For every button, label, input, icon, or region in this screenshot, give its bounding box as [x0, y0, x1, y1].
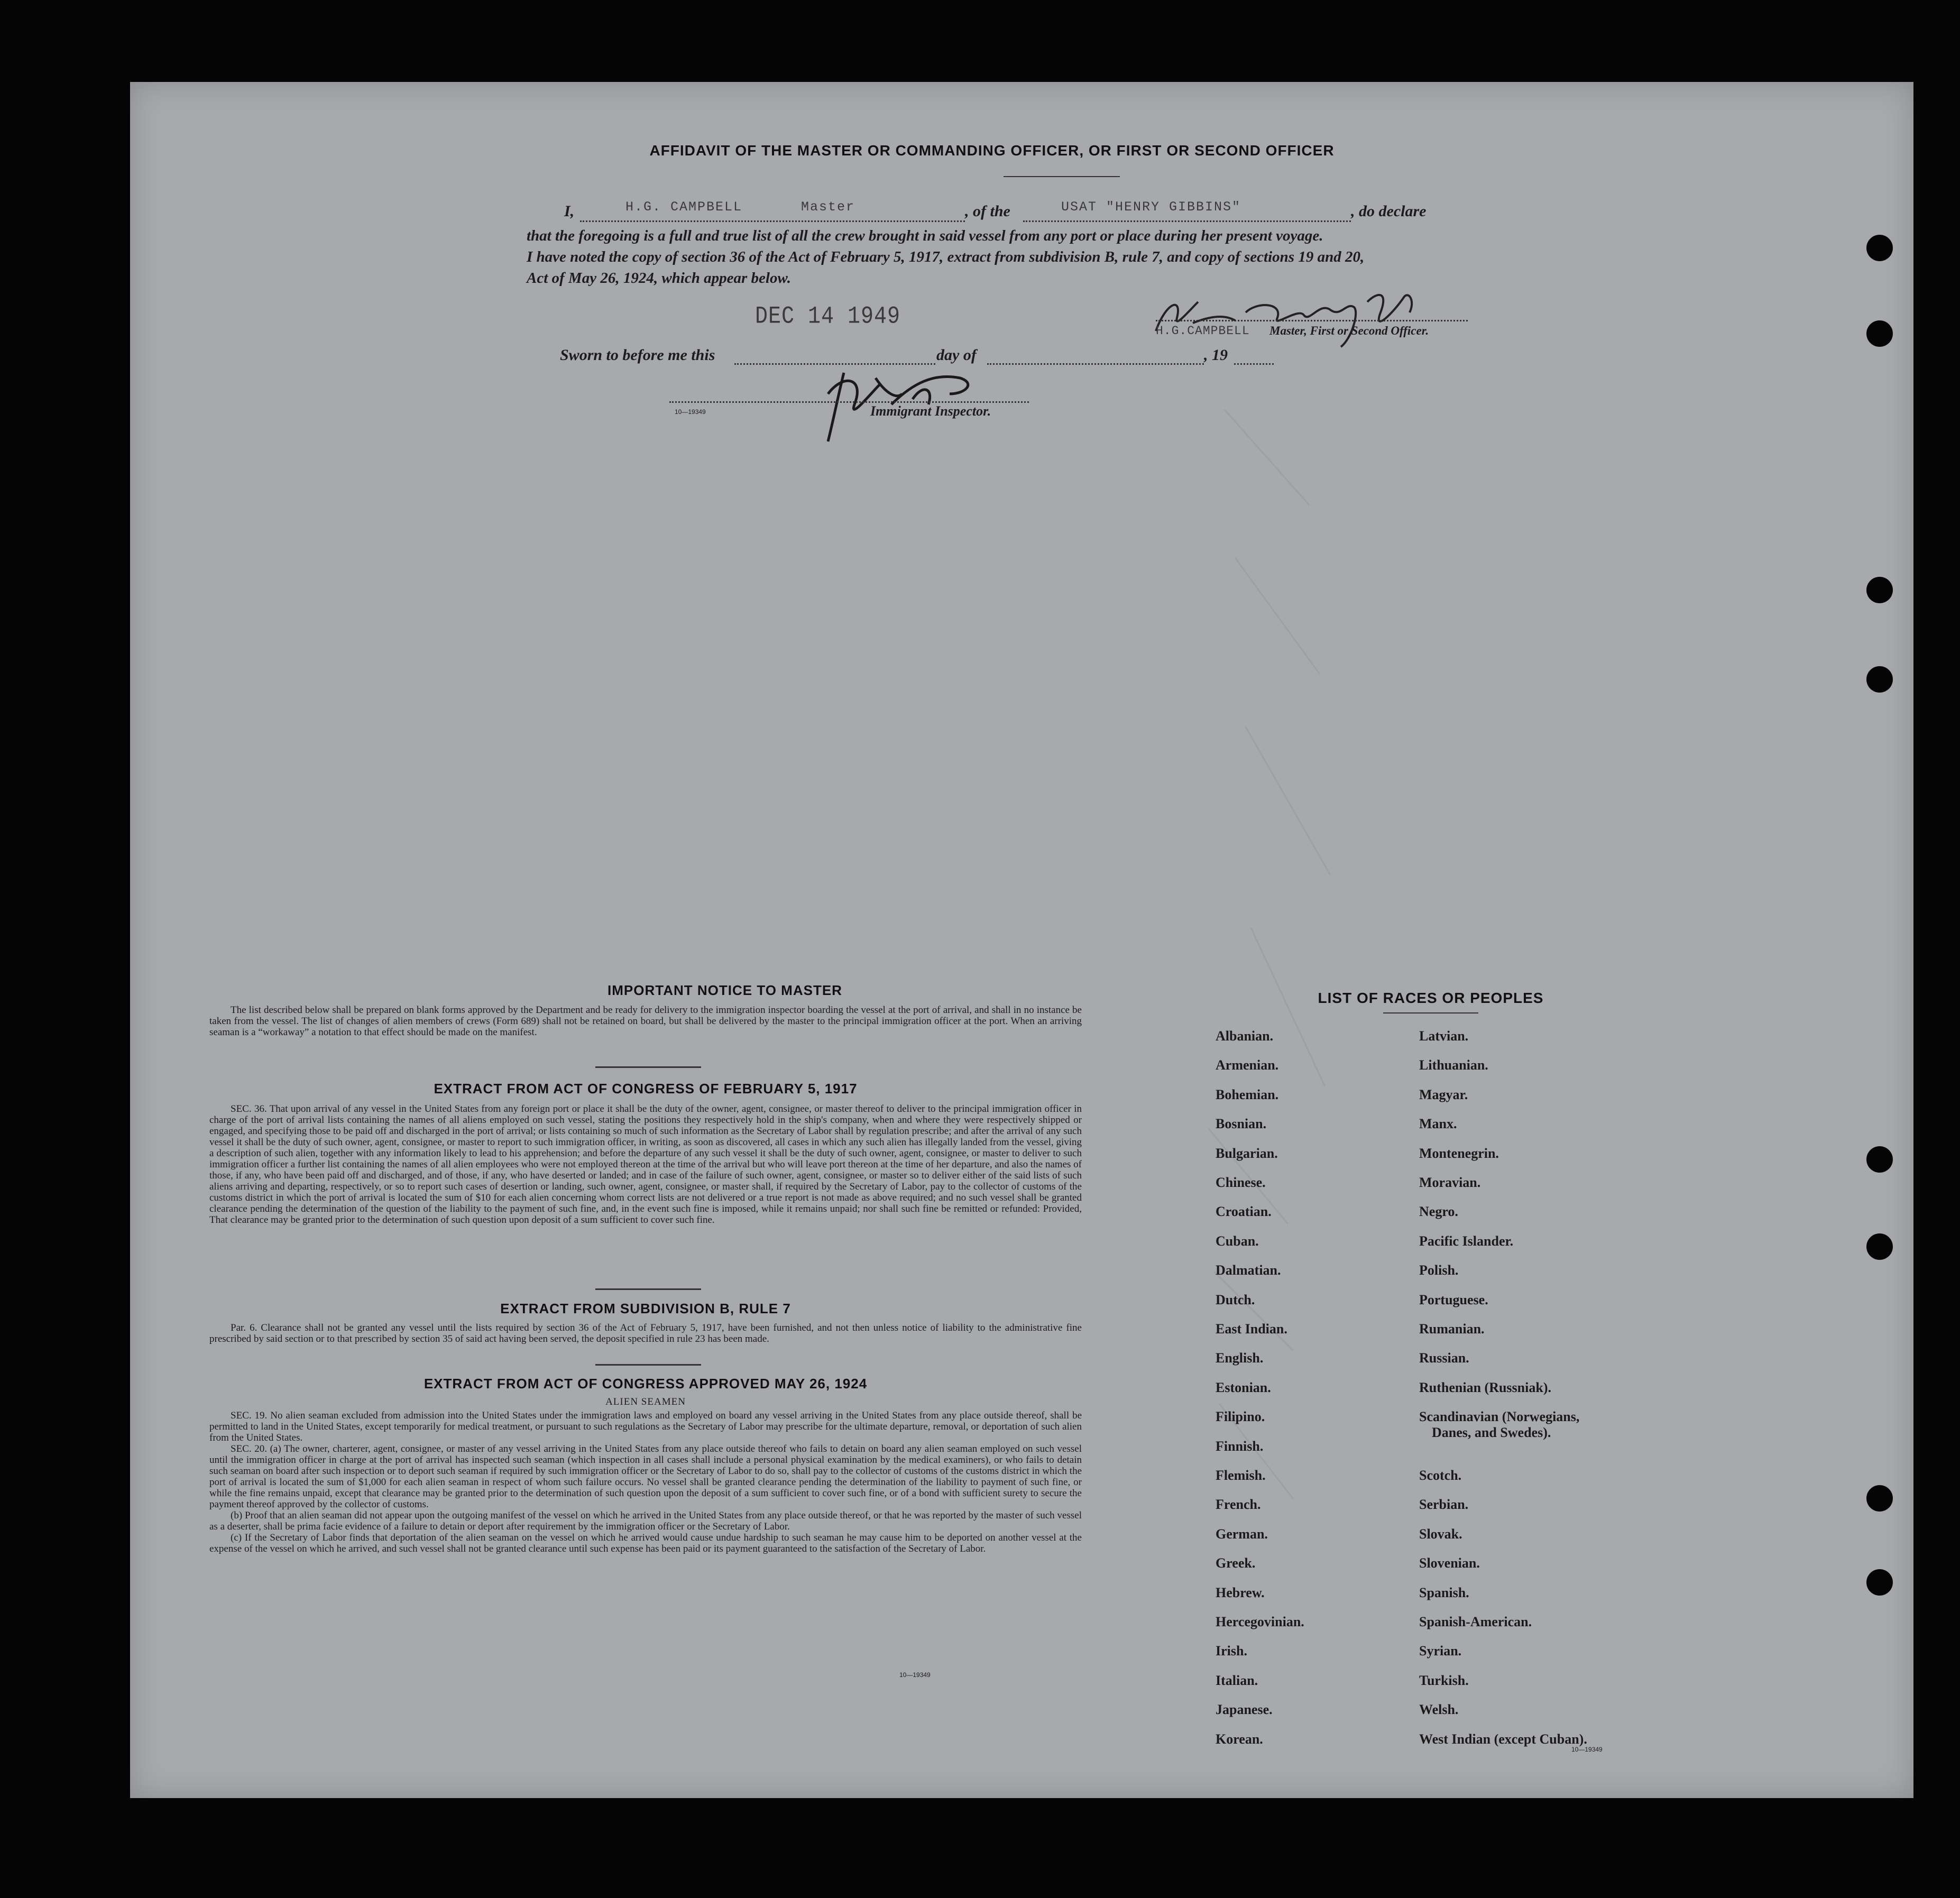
- race-item: Moravian.: [1419, 1175, 1481, 1190]
- master-name: H.G. CAMPBELL: [625, 199, 743, 215]
- race-item: Negro.: [1419, 1204, 1458, 1220]
- race-item: East Indian.: [1216, 1321, 1287, 1337]
- race-item: Croatian.: [1216, 1204, 1272, 1220]
- race-item: Rumanian.: [1419, 1321, 1485, 1337]
- race-item: English.: [1216, 1350, 1264, 1366]
- divider: [1383, 1012, 1478, 1014]
- binder-hole: [1866, 320, 1893, 347]
- extract-form-number: 10—19349: [899, 1671, 931, 1679]
- signature-line: [1156, 320, 1468, 321]
- race-item: Slovak.: [1419, 1526, 1462, 1542]
- race-item: Pacific Islander.: [1419, 1233, 1514, 1249]
- sec36-text: SEC. 36. That upon arrival of any vessel in the United States from any foreign port or place it shall be the duty of the owner, agent, consignee, or master thereof to deliver to the principal immigration officer in charge of the port of arrival lists containing the names of all aliens employed on such vessel, stating the positions they respectively hold in the ship's company, when and where they were respectively shipped or engaged, and specifying those to be paid off and discharged in the port of arrival; or lists containing so much of such information as the Secretary of Labor shall by regulation prescribe; and after the arrival of any such vessel it shall be the duty of such owner, agent, consignee, or master to report to such immigration officer, in writing, as soon as discovered, all cases in which any such alien has illegally landed from the vessel, giving a description of such alien, together with any information likely to lead to his apprehension; and before the departure of any such vessel it shall be the duty of such owner, agent, consignee, or master to deliver to such immigration officer a further list containing the names of all alien employees who were not employed thereon at the time of the arrival but who will leave port thereon at the time of her departure, and also the names of those, if any, who have been paid off and discharged, and of those, if any, who have deserted or landed; and in case of the failure of such owner, agent, consignee, or master so to deliver either of the said lists of such aliens arriving and departing, respectively, or so to report such cases of desertion or landing, such owner, agent, consignee, or master shall, if required by the Secretary of Labor, pay to the collector of customs of the customs district in which the port of arrival is located the sum of $10 for each alien concerning whom correct lists are not delivered or a true report is not made as above required; and no such vessel shall be granted clearance pending the determination of the question of the liability to the payment of such fine, and, in the event such fine is imposed, while it remains unpaid; nor shall such fine be remitted or refunded: Provided, That clearance may be granted prior to the determination of such question upon deposit of a sum sufficient to cover such fine.: [209, 1103, 1082, 1226]
- signer-typed-name: H.G.CAMPBELL: [1156, 324, 1250, 338]
- inspector-label: Immigrant Inspector.: [870, 403, 991, 419]
- race-item: Estonian.: [1216, 1379, 1271, 1395]
- race-item: Bulgarian.: [1216, 1145, 1278, 1161]
- race-item: Dalmatian.: [1216, 1263, 1281, 1278]
- sworn-year-label: , 19: [1204, 346, 1228, 364]
- race-item: Chinese.: [1216, 1175, 1266, 1190]
- signer-title: Master, First or Second Officer.: [1269, 324, 1429, 337]
- binder-hole: [1866, 666, 1893, 693]
- race-item: Danes, and Swedes).: [1432, 1425, 1551, 1441]
- race-item: Japanese.: [1216, 1702, 1273, 1718]
- race-item: Latvian.: [1419, 1028, 1469, 1044]
- race-item: Cuban.: [1216, 1233, 1259, 1249]
- affidavit-form-number: 10—19349: [675, 408, 706, 416]
- binder-hole: [1866, 1569, 1893, 1596]
- race-item: Ruthenian (Russniak).: [1419, 1379, 1551, 1395]
- races-form-number: 10—19349: [1571, 1746, 1603, 1753]
- sworn-year-field: [1234, 351, 1274, 365]
- race-item: Bosnian.: [1216, 1116, 1267, 1132]
- divider: [595, 1288, 701, 1290]
- extract1924-title: EXTRACT FROM ACT OF CONGRESS APPROVED MAY 26, 1924: [424, 1376, 868, 1392]
- race-item: Lithuanian.: [1419, 1057, 1488, 1073]
- races-title: LIST OF RACES OR PEOPLES: [1318, 990, 1544, 1006]
- inspector-line: [669, 401, 1029, 403]
- race-item: Serbian.: [1419, 1497, 1469, 1513]
- date-stamp: DEC 14 1949: [755, 303, 901, 331]
- sworn-line: [560, 346, 1438, 367]
- extract1917-body: [209, 1103, 1082, 1226]
- rule7-text: Par. 6. Clearance shall not be granted any vessel until the lists required by section 36 of the Act of February 5, 1917, have been furnished, and not then unless notice of liability to the administrative fine prescribed by said section or to that prescribed by section 35 of said act having been served, the deposit specified in rule 23 has been made.: [209, 1322, 1082, 1344]
- master-rank: Master: [801, 199, 855, 215]
- binder-hole: [1866, 1233, 1893, 1260]
- sec20b-text: (b) Proof that an alien seaman did not appear upon the outgoing manifest of the vessel on which he arrived in the United States from any place outside thereof, or that he was reported by the master of such vessel as a deserter, shall be prima facie evidence of a failure to detain or deport after requirement by the immigration officer or the Secretary of Labor.: [209, 1510, 1082, 1532]
- race-item: French.: [1216, 1497, 1261, 1513]
- race-item: Polish.: [1419, 1263, 1459, 1278]
- race-item: Hebrew.: [1216, 1584, 1265, 1600]
- sworn-month-field: [987, 351, 1204, 365]
- affidavit-line1: [564, 199, 1690, 226]
- extract1924-body: [209, 1410, 1082, 1554]
- line1-mid: , of the: [965, 202, 1010, 220]
- race-item: Russian.: [1419, 1350, 1469, 1366]
- binder-hole: [1866, 235, 1893, 261]
- binder-hole: [1866, 577, 1893, 603]
- race-item: Syrian.: [1419, 1643, 1462, 1659]
- notice-title: IMPORTANT NOTICE TO MASTER: [608, 982, 842, 998]
- notice-body: [209, 1005, 1082, 1038]
- race-item: Turkish.: [1419, 1672, 1469, 1688]
- race-item: Korean.: [1216, 1731, 1263, 1747]
- race-item: Scandinavian (Norwegians,: [1419, 1409, 1580, 1425]
- race-item: Portuguese.: [1419, 1292, 1488, 1307]
- sworn-prefix: Sworn to before me this: [560, 346, 715, 364]
- race-item: Scotch.: [1419, 1468, 1462, 1483]
- race-item: Hercegovinian.: [1216, 1614, 1304, 1629]
- line1-suffix: , do declare: [1351, 202, 1427, 220]
- race-item: Irish.: [1216, 1643, 1247, 1659]
- extract1924-subtitle: ALIEN SEAMEN: [605, 1396, 686, 1407]
- race-item: Spanish-American.: [1419, 1614, 1532, 1629]
- race-item: Magyar.: [1419, 1086, 1468, 1102]
- race-item: Montenegrin.: [1419, 1145, 1499, 1161]
- rule7-body: [209, 1322, 1082, 1344]
- line1-prefix: I,: [564, 202, 575, 220]
- divider: [595, 1364, 701, 1366]
- race-item: Slovenian.: [1419, 1555, 1480, 1571]
- sworn-day-label: day of: [936, 346, 977, 364]
- divider: [1004, 176, 1120, 177]
- extract1917-title: EXTRACT FROM ACT OF CONGRESS OF FEBRUARY 5, 1917: [434, 1081, 858, 1097]
- master-signature: [1145, 281, 1425, 349]
- vessel-name: USAT "HENRY GIBBINS": [1061, 199, 1241, 215]
- affidavit-line4: Act of May 26, 1924, which appear below.: [527, 270, 791, 287]
- notice-text: The list described below shall be prepared on blank forms approved by the Department and be ready for delivery to the immigration inspector boarding the vessel at the port of arrival, and shall in no instance be taken from the vessel. The list of changes of alien members of crews (Form 689) shall not be retained on board, but shall be delivered by the master to the principal immigration officer at the port. When an arriving seaman is a “workaway” a notation to that effect should be made on the manifest.: [209, 1005, 1082, 1038]
- race-item: Italian.: [1216, 1672, 1258, 1688]
- document-page: [130, 82, 1913, 1798]
- race-item: Filipino.: [1216, 1409, 1265, 1425]
- race-item: West Indian (except Cuban).: [1419, 1731, 1587, 1747]
- affidavit-line2: that the foregoing is a full and true list of all the crew brought in said vessel from any port or place during her present voyage.: [527, 227, 1323, 244]
- race-item: Albanian.: [1216, 1028, 1274, 1044]
- sec19-text: SEC. 19. No alien seaman excluded from admission into the United States under the immigration laws and employed on board any vessel arriving in the United States from any place outside thereof, shall be permitted to land in the United States, except temporarily for medical treatment, or pursuant to such regulations as the Secretary of Labor may prescribe for the ultimate departure, removal, or deportation of such alien from the United States.: [209, 1410, 1082, 1443]
- race-item: Spanish.: [1419, 1584, 1469, 1600]
- sec20a-text: SEC. 20. (a) The owner, charterer, agent, consignee, or master of any vessel arriving in the United States from any place outside thereof who fails to detain on board any alien seaman employed on such vessel until the immigration officer in charge at the port of arrival has inspected such seaman (which inspection in all cases shall include a personal physical examination by the medical examiners), or who fails to detain such seaman on board after such inspection or to deport such seaman if required by such immigration officer or the Secretary of Labor to do so, shall pay to the collector of customs of the customs district in which the port of arrival is located the sum of $1,000 for each alien seaman in respect of whom such failure occurs. No vessel shall be granted clearance pending the determination of the liability to payment of such fine, or while the fine remains unpaid, except that clearance may be granted prior to the determination of such question upon the deposit of a sum sufficient to cover such fine, or of a bond with sufficient surety to secure the payment thereof approved by the collector of customs.: [209, 1443, 1082, 1510]
- race-item: Manx.: [1419, 1116, 1457, 1132]
- divider: [595, 1066, 701, 1068]
- rule7-title: EXTRACT FROM SUBDIVISION B, RULE 7: [500, 1301, 791, 1316]
- race-item: Armenian.: [1216, 1057, 1279, 1073]
- race-item: Greek.: [1216, 1555, 1256, 1571]
- binder-hole: [1866, 1146, 1893, 1173]
- affidavit-title: AFFIDAVIT OF THE MASTER OR COMMANDING OFFICER, OR FIRST OR SECOND OFFICER: [649, 142, 1335, 159]
- race-item: Finnish.: [1216, 1438, 1264, 1454]
- sec20c-text: (c) If the Secretary of Labor finds that deportation of the alien seaman on the vessel on which he arrived would cause undue hardship to such seaman he may cause him to be deported on another vessel at the expense of the vessel on which he arrived, and such vessel shall not be granted clearance until such expense has been paid or its payment guaranteed to the satisfaction of the Secretary of Labor.: [209, 1532, 1082, 1554]
- race-item: Dutch.: [1216, 1292, 1255, 1307]
- affidavit-line3: I have noted the copy of section 36 of the Act of February 5, 1917, extract from subdivision B, rule 7, and copy of sections 19 and 20,: [527, 248, 1365, 265]
- page-marks: [1203, 399, 1415, 1615]
- race-item: Flemish.: [1216, 1468, 1266, 1483]
- race-item: Bohemian.: [1216, 1086, 1279, 1102]
- race-item: Welsh.: [1419, 1702, 1459, 1718]
- race-item: German.: [1216, 1526, 1268, 1542]
- binder-hole: [1866, 1485, 1893, 1512]
